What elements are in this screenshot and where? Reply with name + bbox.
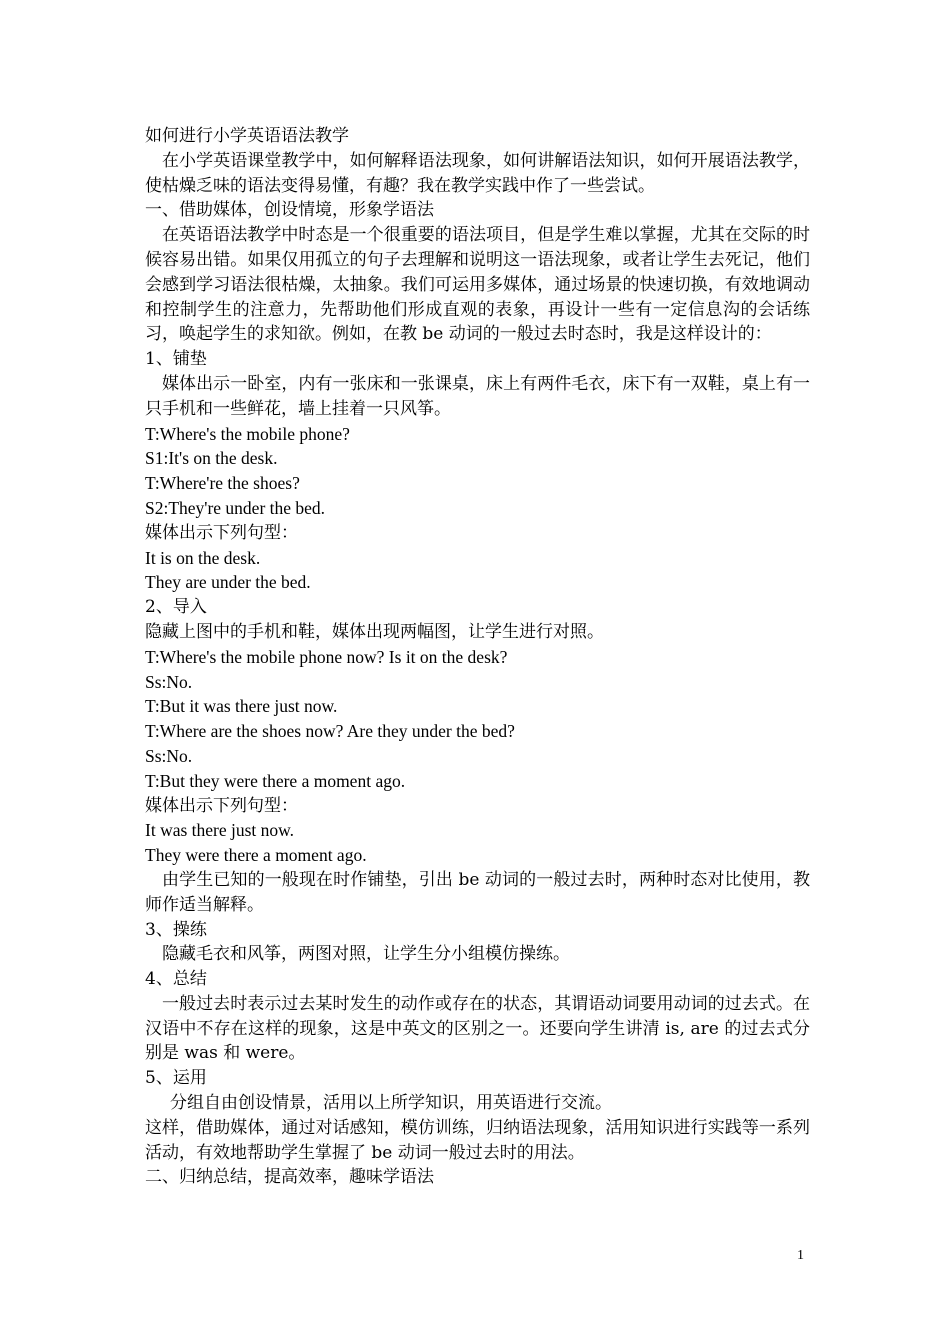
- document-body: [145, 124, 810, 1190]
- paragraph: 1、铺垫: [145, 349, 207, 370]
- dialogue-line: T:Where are the shoes now? Are they under the bed?: [145, 721, 515, 742]
- dialogue-line: T:But it was there just now.: [145, 696, 338, 717]
- dialogue-line: They were there a moment ago.: [145, 845, 367, 866]
- dialogue-line: S2:They're under the bed.: [145, 497, 326, 518]
- paragraph: 在英语语法教学中时态是一个很重要的语法项目，但是学生难以掌握，尤其在交际的时候容易出错。如果仅用孤立的句子去理解和说明这一语法现象，或者让学生去死记，他们会感到学习语法很枯燥，太抽象。我们可运用多媒体，通过场景的快速切换，有效地调动和控制学生的注意力，先帮助他们形成直观的表象，再设计一些有一定信息沟的会话练习，唤起学生的求知欲。例如，在教 be 动词的一般过去时态时，我是这样设计的：: [145, 225, 810, 345]
- paragraph: 一、借助媒体，创设情境，形象学语法: [145, 200, 434, 221]
- paragraph: 2、导入: [145, 597, 207, 618]
- dialogue-line: Ss:No.: [145, 745, 193, 766]
- dialogue-line: It was there just now.: [145, 820, 295, 841]
- dialogue-line: It is on the desk.: [145, 547, 261, 568]
- paragraph: 由学生已知的一般现在时作铺垫，引出 be 动词的一般过去时，两种时态对比使用，教师作适当解释。: [145, 869, 810, 915]
- paragraph: 这样，借助媒体，通过对话感知，模仿训练，归纳语法现象，活用知识进行实践等一系列活动，有效地帮助学生掌握了 be 动词一般过去时的用法。: [145, 1117, 810, 1163]
- dialogue-line: T:But they were there a moment ago.: [145, 770, 406, 791]
- paragraph: 二、归纳总结，提高效率，趣味学语法: [145, 1167, 434, 1188]
- paragraph: 媒体出示下列句型：: [145, 795, 298, 816]
- paragraph: 4、总结: [145, 969, 207, 990]
- paragraph: 5、运用: [145, 1068, 207, 1089]
- paragraph: 如何进行小学英语语法教学: [145, 126, 349, 146]
- paragraph: 隐藏上图中的手机和鞋，媒体出现两幅图，让学生进行对照。: [145, 621, 604, 642]
- dialogue-line: They are under the bed.: [145, 572, 311, 593]
- dialogue-line: T:Where's the mobile phone?: [145, 423, 350, 444]
- paragraph: 3、操练: [145, 919, 207, 940]
- dialogue-line: T:Where're the shoes?: [145, 473, 300, 494]
- paragraph: 媒体出示下列句型：: [145, 522, 298, 543]
- dialogue-line: Ss:No.: [145, 671, 193, 692]
- page-number: 1: [797, 1248, 804, 1263]
- paragraph: 分组自由创设情景，活用以上所学知识，用英语进行交流。: [170, 1093, 612, 1114]
- dialogue-line: S1:It's on the desk.: [145, 448, 278, 469]
- paragraph: 一般过去时表示过去某时发生的动作或存在的状态，其谓语动词要用动词的过去式。在汉语中不存在这样的现象，这是中英文的区别之一。还要向学生讲清 is, are 的过去式分别是 was 和 were。: [145, 993, 810, 1064]
- dialogue-line: T:Where's the mobile phone now? Is it on the desk?: [145, 646, 508, 667]
- paragraph: 在小学英语课堂教学中，如何解释语法现象，如何讲解语法知识，如何开展语法教学，使枯燥乏味的语法变得易懂，有趣？我在教学实践中作了一些尝试。: [145, 150, 810, 196]
- paragraph: 媒体出示一卧室，内有一张床和一张课桌，床上有两件毛衣，床下有一双鞋，桌上有一只手机和一些鲜花，墙上挂着一只风筝。: [145, 373, 810, 419]
- paragraph: 隐藏毛衣和风筝，两图对照，让学生分小组模仿操练。: [162, 944, 570, 965]
